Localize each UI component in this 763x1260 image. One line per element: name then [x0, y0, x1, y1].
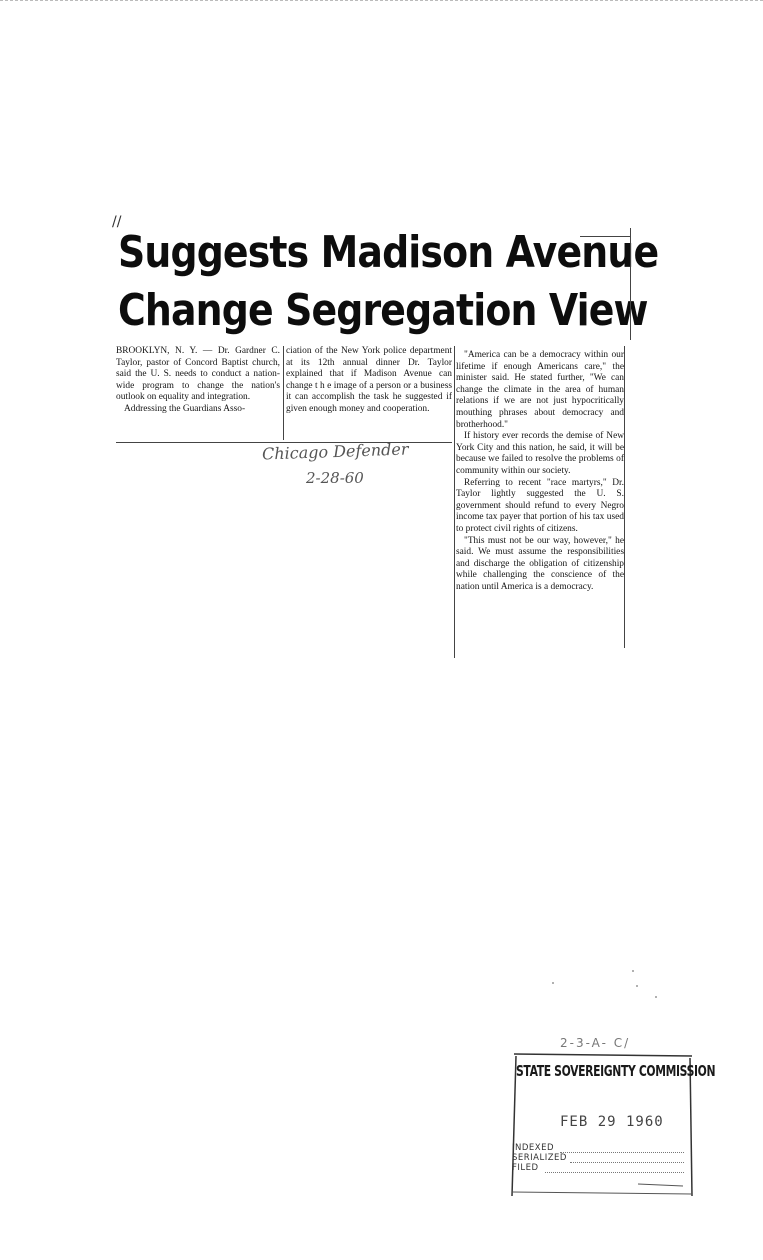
paragraph: "This must not be our way, however," he said. We must assume the responsibilities and discharge the obligation of citizenship while challenging the conscience of the nation until America is a democracy.	[456, 535, 624, 592]
speck	[655, 996, 657, 998]
headline-line-2: Change Segregation View	[118, 285, 648, 336]
speck	[632, 970, 634, 972]
paragraph: Referring to recent "race martyrs," Dr. Taylor lightly suggested the U. S. government should refund to every Negro income tax payer that portion of his tax used to protect civil rights of citizens.	[456, 477, 624, 534]
paragraph: Addressing the Guardians Asso-	[124, 403, 246, 414]
paragraph: ciation of the New York police department at its 12th annual dinner Dr. Taylor explained that if Madison Avenue can change t h e image of a person or a business it can accomplish the task he suggested if given enough money and cooperation.	[286, 346, 452, 414]
column-divider	[454, 346, 455, 658]
stamp-field-indexed: INDEXED	[512, 1143, 555, 1153]
stamp-title: STATE SOVEREIGNTY COMMISSION	[516, 1062, 716, 1080]
clipping-right-border	[630, 228, 631, 340]
field-line	[545, 1172, 684, 1173]
stamp-date: FEB 29 1960	[560, 1114, 664, 1130]
field-line	[560, 1152, 684, 1153]
speck	[636, 985, 638, 987]
paragraph: "America can be a democracy within our lifetime if enough Americans care," the minister said. He stated further, "We can change the climate in the area of human relations if we are not just hypocritically mouthing phrases about democracy and brotherhood."	[456, 350, 624, 430]
headline-line-1: Suggests Madison Avenue	[118, 227, 659, 278]
pen-mark: //	[112, 214, 122, 230]
top-border	[0, 0, 763, 1]
column-right-border	[624, 346, 625, 648]
handwritten-source: Chicago Defender	[261, 439, 409, 464]
stamp-top-marks: 2-3-A- C/	[560, 1036, 631, 1050]
article-column-2	[286, 346, 452, 416]
article-column-3	[456, 350, 624, 593]
article-column-1	[116, 346, 280, 416]
stamp-field-serialized: SERIALIZED	[512, 1153, 567, 1163]
column-divider	[283, 346, 284, 440]
clipping-top-corner	[580, 236, 630, 237]
stamp-field-filed: FILED	[512, 1163, 539, 1173]
handwritten-date: 2-28-60	[306, 469, 364, 487]
paragraph: BROOKLYN, N. Y. — Dr. Gardner C. Taylor, pastor of Concord Baptist church, said the U. S. needs to conduct a nation-wide program to change the nation's outlook on equality and integration.	[116, 346, 280, 403]
field-line	[570, 1162, 684, 1163]
paragraph: If history ever records the demise of New York City and this nation, he said, it will be because we failed to resolve the problems of community within our society.	[456, 431, 624, 476]
speck	[552, 982, 554, 984]
